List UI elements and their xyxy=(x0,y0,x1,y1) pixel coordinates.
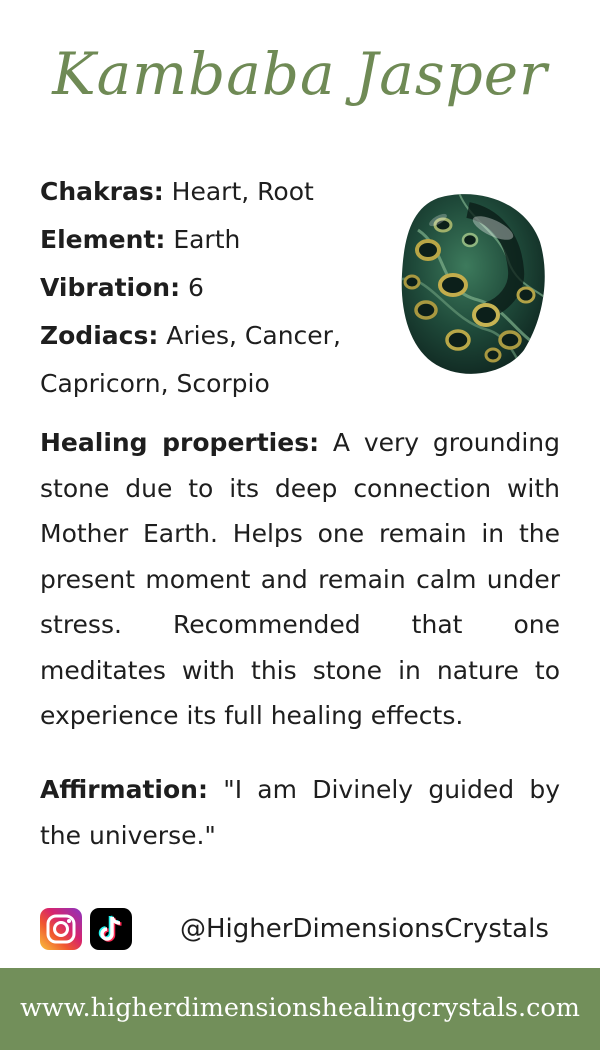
vibration-row xyxy=(40,264,380,312)
healing-properties xyxy=(40,420,560,739)
element-row xyxy=(40,216,380,264)
zodiacs-row xyxy=(40,312,380,408)
social-row xyxy=(40,906,560,952)
instagram-icon[interactable] xyxy=(40,908,82,950)
affirmation-text: "I am Divinely guided by the universe." xyxy=(40,775,560,850)
chakras-value: Heart, Root xyxy=(171,177,314,206)
element-label: Element: xyxy=(40,225,166,254)
page-title: Kambaba Jasper xyxy=(52,40,548,108)
affirmation-label: Affirmation: xyxy=(40,775,208,804)
chakras-label: Chakras: xyxy=(40,177,164,206)
footer-bar xyxy=(0,968,600,1050)
zodiacs-value: Aries, Cancer, Capricorn, Scorpio xyxy=(40,321,341,398)
vibration-value: 6 xyxy=(188,273,204,302)
zodiacs-label: Zodiacs: xyxy=(40,321,159,350)
kambaba-jasper-stone-image xyxy=(398,190,548,380)
vibration-label: Vibration: xyxy=(40,273,181,302)
healing-properties-text: A very grounding stone due to its deep connection with Mother Earth. Helps one remain in the present moment and remain calm under stress. Recommended that one meditates with this stone in nature to experience its full healing effects. xyxy=(40,428,561,730)
healing-properties-label: Healing properties: xyxy=(40,428,320,457)
element-value: Earth xyxy=(173,225,241,254)
website-link[interactable]: www.higherdimensionshealingcrystals.com xyxy=(20,993,580,1023)
chakras-row xyxy=(40,168,380,216)
tiktok-icon[interactable] xyxy=(90,908,132,950)
social-handle: @HigherDimensionsCrystals xyxy=(180,914,549,944)
crystal-facts xyxy=(40,168,380,408)
affirmation xyxy=(40,767,560,858)
